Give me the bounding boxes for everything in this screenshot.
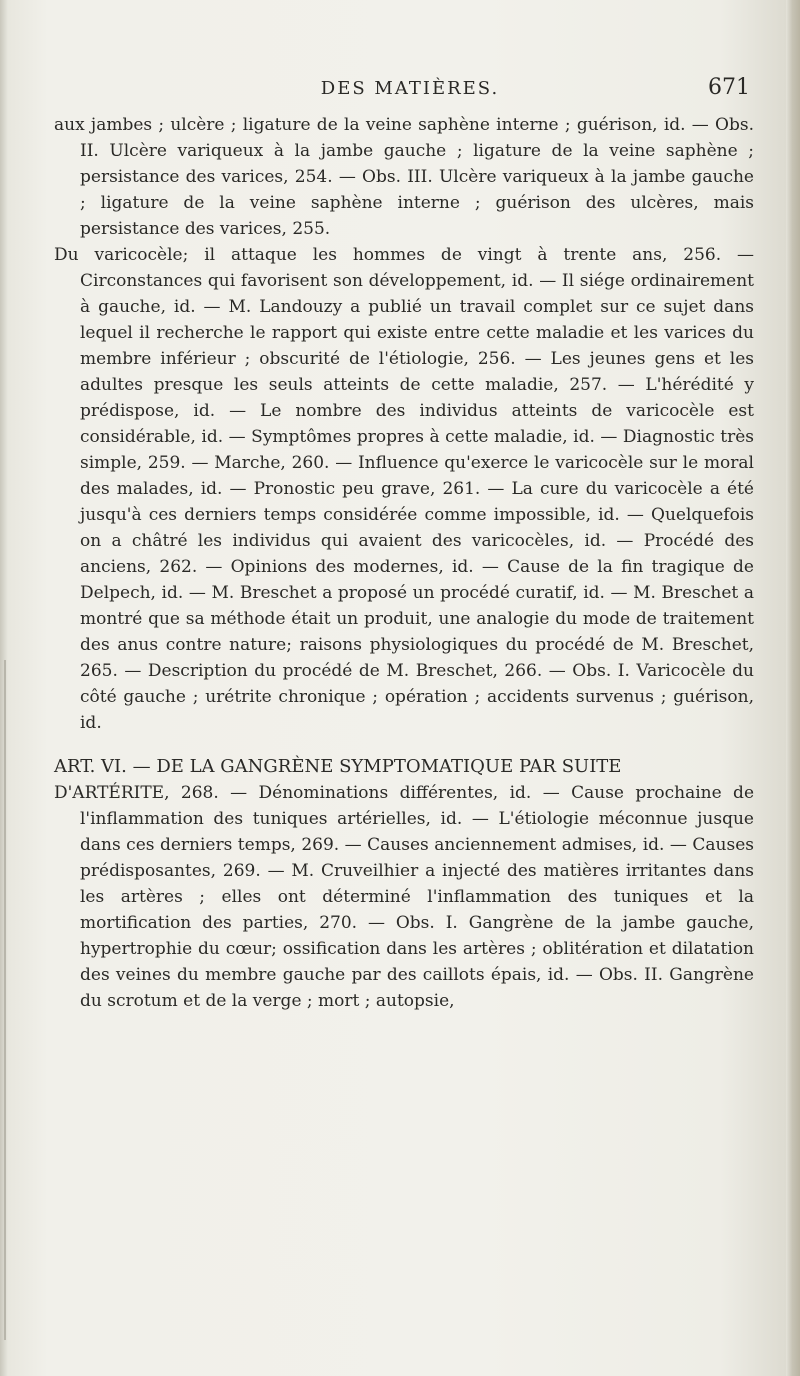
section-heading-art-vi: ART. VI. — DE LA GANGRÈNE SYMPTOMATIQUE PAR SUITE [54, 756, 622, 777]
index-text [54, 112, 754, 1014]
running-title: DES MATIÈRES. [320, 78, 500, 99]
index-entry-varices-obs: aux jambes ; ulcère ; ligature de la veine saphène interne ; guérison, id. — Obs. II. Ulcère variqueux à la jambe gauche ; ligature de la veine saphène ; persistance des varices, 254. — Obs. III. Ulcère variqueux à la jambe gauche ; ligature de la veine saphène interne ; guérison des ulcères, mais persistance des varices, 255. [54, 115, 754, 239]
page-number: 671 [708, 75, 750, 100]
margin-rule [4, 660, 6, 1340]
index-entry-varicocele: Du varicocèle; il attaque les hommes de vingt à trente ans, 256. — Circonstances qui favorisent son développement, id. — Il siége ordinairement à gauche, id. — M. Landouzy a publié un travail complet sur ce sujet dans lequel il recherche le rapport qui existe entre cette maladie et les varices du membre inférieur ; obscurité de l'étiologie, 256. — Les jeunes gens et les adultes presque les seuls atteints de cette maladie, 257. — L'hérédité y prédispose, id. — Le nombre des individus atteints de varicocèle est considérable, id. — Symptômes propres à cette maladie, id. — Diagnostic très simple, 259. — Marche, 260. — Influence qu'exerce le varicocèle sur le moral des malades, id. — Pronostic peu grave, 261. — La cure du varicocèle a été jusqu'à ces derniers temps considérée comme impossible, id. — Quelquefois on a châtré les individus qui avaient des varicocèles, id. — Procédé des anciens, 262. — Opinions des modernes, id. — Cause de la fin tragique de Delpech, id. — M. Breschet a proposé un procédé curatif, id. — M. Breschet a montré que sa méthode était un produit, une analogie du mode de traitement des anus contre nature; raisons physiologiques du procédé de M. Breschet, 265. — Description du procédé de M. Breschet, 266. — Obs. I. Varicocèle du côté gauche ; urétrite chronique ; opération ; accidents survenus ; guérison, id. [54, 245, 754, 733]
index-entry-arterite: D'ARTÉRITE, 268. — Dénominations différentes, id. — Cause prochaine de l'inflammation des tuniques artérielles, id. — L'étiologie méconnue jusque dans ces derniers temps, 269. — Causes anciennement admises, id. — Causes prédisposantes, 269. — M. Cruveilhier a injecté des matières irritantes dans les artères ; elles ont déterminé l'inflammation des tuniques et la mortification des parties, 270. — Obs. I. Gangrène de la jambe gauche, hypertrophie du cœur; ossification dans les artères ; oblitération et dilatation des veines du membre gauche par des caillots épais, id. — Obs. II. Gangrène du scrotum et de la verge ; mort ; autopsie, [54, 783, 754, 1011]
page-edge [786, 0, 800, 1376]
